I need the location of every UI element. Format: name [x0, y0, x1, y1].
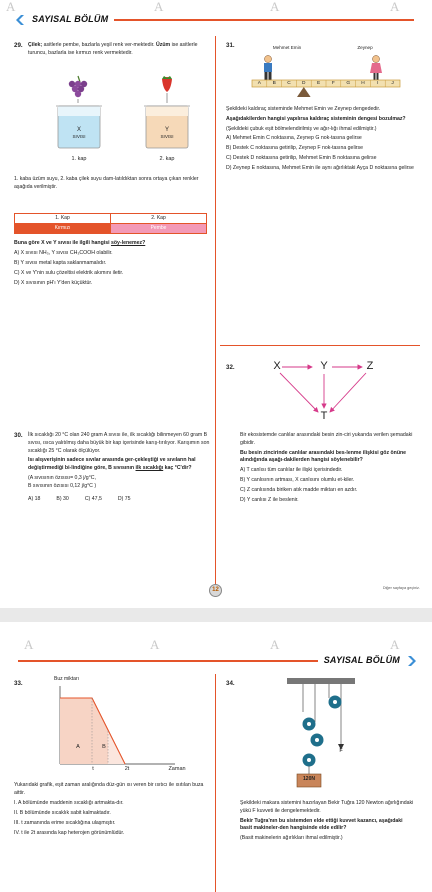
next-page-note: Diğer sayfaya geçiniz. — [382, 586, 420, 590]
ruler-letters — [252, 80, 404, 87]
question-29-options — [14, 240, 210, 290]
y-axis-label: Buz miktarı — [54, 676, 80, 682]
option-a[interactable]: A) 18 — [28, 495, 41, 502]
strawberry-icon — [162, 76, 172, 92]
question-desc: Şekildeki makara sistemini hazırlayan Bekir Tuğra 120 Newton ağırlığındaki yükü F kuvveti ile dengelemektedir. — [240, 800, 414, 814]
node-t: T — [320, 410, 328, 422]
beaker2-caption: 2. kap — [159, 156, 175, 162]
person2-label: Zeynep — [357, 45, 373, 50]
node-y: Y — [320, 360, 328, 372]
question-31-body — [226, 106, 414, 175]
header-chevron-icon — [16, 15, 30, 25]
ruler-letter: J — [391, 81, 394, 86]
question-number: 32. — [226, 364, 235, 371]
table-cell-pink: Pembe — [111, 224, 207, 234]
ruler-letter: A — [257, 81, 261, 86]
fulcrum-icon — [297, 87, 311, 97]
question-30-body — [28, 432, 210, 503]
ruler-letter: G — [346, 81, 351, 86]
question-stem: Bu besin zincirinde canlılar arasındaki bes-lenme ilişkisi göz önüne alındığında aşağı-dakilerden hangisi söylenebilir? — [240, 449, 407, 464]
option-c[interactable]: C) X ve Y'nin sulu çözeltisi elektrik akımını iletir. — [14, 269, 124, 276]
question-stem: Buna göre X ve Y sıvısı ile ilgili hangisi söy-lenemez? — [14, 240, 146, 246]
question-33-body — [14, 782, 210, 840]
option-b[interactable]: B) Destek C noktasına getirilip, Zeynep F nok-tasına gelirse — [226, 145, 363, 152]
section-header — [0, 655, 432, 667]
table-header: 2. Kap — [111, 214, 207, 224]
question-note: (Şekildeki çubuk eşit bölmelendirilmiş ve ağır-lığı ihmal edilmiştir.) — [226, 125, 377, 132]
force-label: F — [339, 748, 343, 754]
beaker2-label: SIVISI — [160, 134, 174, 139]
header-rule — [18, 660, 318, 661]
ruler-letter: C — [287, 81, 291, 86]
option-b[interactable]: B) Y sıvısı metal kapta saklanmamalıdır. — [14, 259, 107, 266]
watermark: A — [6, 0, 16, 14]
watermark: A — [154, 0, 164, 14]
option-a[interactable]: A) Mehmet Emin C noktasına, Zeynep G nok-tasına gelirse — [226, 135, 362, 142]
statement: IV. t ile 2t arasında kap heterojen görünümlüdür. — [14, 829, 125, 836]
ruler-letter: F — [331, 81, 335, 86]
weight-label: 120N — [303, 776, 315, 782]
tick-label: t — [92, 766, 94, 772]
options-row — [28, 496, 210, 504]
region-a-label: A — [76, 744, 80, 750]
page-number-badge: 12 — [209, 584, 222, 597]
section-header — [0, 14, 432, 26]
option-d[interactable]: D) Zeynep E noktasına, Mehmet Emin ile aynı ağırlıktaki Ayça D noktasına gelirse — [226, 165, 414, 172]
watermark: A — [390, 637, 400, 652]
section-title: SAYISAL BÖLÜM — [323, 655, 400, 666]
option-b[interactable]: B) Y canlısının artması, X canlısını olumlu et-kiler. — [240, 477, 355, 484]
person1-label: Mehmet Emin — [272, 45, 302, 50]
page-gap — [0, 608, 432, 622]
intro-term: Üzüm — [156, 42, 171, 48]
intro-text: asitlerle pembe, bazlarla yeşil renk ver-mektedir. — [42, 42, 157, 48]
node-z: Z — [366, 360, 374, 372]
statement: I. A bölümünde maddenin sıcaklığı artmakta-dır. — [14, 799, 124, 806]
beaker2-letter: Y — [164, 127, 169, 133]
statement: III. t zamanında erime sıcaklığına ulaşmıştır. — [14, 819, 116, 826]
lever-figure — [244, 52, 404, 98]
ruler-letter: H — [361, 81, 365, 86]
question-stem: Isı alışverişinin sadece sıvılar arasında ger-çekleştiği ve sıvıların hal değiştirmediği bi-lindiğine göre, B sıvısının ilk sıcaklığı kaç °C'dir? — [28, 457, 196, 472]
result-table — [14, 213, 207, 234]
tick-label: 2t — [124, 766, 130, 772]
ruler-letter: I — [377, 81, 379, 86]
question-29-intro — [28, 42, 210, 58]
question-number: 34. — [226, 680, 235, 687]
person1-icon — [264, 56, 272, 81]
intro-term: Çilek; — [28, 42, 43, 48]
question-desc: İlk sıcaklığı 20 °C olan 240 gram A sıvısı ile, ilk sıcaklığı bilinmeyen 60 gram B sıvısı, ısıca yalıtılmış daha büyük bir kap içerisinde karış-tırılıyor. Karışımın son sıcaklığı 25 °C olarak ölçülüyor. — [28, 432, 210, 454]
option-a[interactable]: A) X sıvısı NH₃, Y sıvısı CH₃COOH olabilir. — [14, 249, 113, 256]
option-c[interactable]: C) 47,5 — [84, 495, 102, 502]
header-chevron-icon — [402, 656, 416, 666]
x-axis-label: Zaman — [168, 766, 186, 772]
ruler-letter: D — [302, 81, 306, 86]
beaker1-letter: X — [76, 127, 81, 133]
watermark: A — [24, 637, 34, 652]
question-number: 31. — [226, 42, 235, 49]
beaker1-caption: 1. kap — [71, 156, 87, 162]
watermark: A — [270, 637, 280, 652]
question-note: (Basit makinelerin ağırlıkları ihmal edilmiştir.) — [240, 835, 343, 842]
question-stem: Aşağıdakilerden hangisi yapılırsa kaldıraç sisteminin dengesi bozulmaz? — [226, 115, 406, 122]
grape-icon — [69, 76, 87, 97]
section-divider — [220, 345, 420, 346]
option-b[interactable]: B) 30 — [56, 495, 69, 502]
table-cell-red: Kırmızı — [15, 224, 111, 234]
question-34-body — [240, 800, 416, 845]
question-desc: Yukarıdaki grafik, eşit zaman aralığında düz-gün ısı veren bir ısıtıcı ile ısıtılan buza aittir. — [14, 782, 204, 796]
table-header: 1. Kap — [15, 214, 111, 224]
given-line: B sıvısının özısısı 0,12 j/g°C ) — [28, 482, 97, 489]
region-b-label: B — [102, 744, 106, 750]
ice-graph — [50, 684, 180, 770]
statement: II. B bölümünde sıcaklık sabit kalmaktadır. — [14, 809, 111, 816]
watermark: A — [390, 0, 400, 14]
question-stem: Bekir Tuğra'nın bu sistemden elde ettiği kuvvet kazancı, aşağıdaki basit makineler-den hangisinde elde edilir? — [240, 817, 403, 832]
ruler-letter: B — [272, 81, 276, 86]
option-c[interactable]: C) Destek D noktasına getirilip, Mehmet Emin B noktasına gelirse — [226, 155, 377, 162]
option-d[interactable]: D) Y canlısı Z ile beslenir. — [240, 497, 299, 504]
option-c[interactable]: C) Z canlısında biriken atık madde miktarı en azdır. — [240, 487, 358, 494]
question-29-mid: 1. kaba üzüm suyu, 2. kaba çilek suyu dam-latıldıktan sonra ortaya çıkan renkler aşağıda verilmiştir. — [14, 176, 199, 190]
ruler-letter: E — [316, 81, 321, 86]
question-desc: Şekildeki kaldıraç sisteminde Mehmet Emin ve Zeynep dengededir. — [226, 106, 381, 112]
watermark: A — [150, 637, 160, 652]
option-d[interactable]: D) X sıvısının pH'ı Y'den küçüktür. — [14, 279, 93, 286]
given-line: (A sıvısının özısısı= 0,3 j/g°C, — [28, 474, 96, 481]
question-desc: Bir ekosistemde canlılar arasındaki besin zin-ciri yukarıda verilen şemadaki gibidir. — [240, 432, 413, 446]
question-number: 30. — [14, 432, 23, 439]
option-d[interactable]: D) 75 — [117, 495, 131, 502]
node-x: X — [273, 360, 281, 372]
option-a[interactable]: A) T canlısı tüm canlılar ile ilişki içerisindedir. — [240, 467, 343, 474]
page-2 — [0, 622, 432, 892]
question-number: 29. — [14, 42, 23, 49]
column-divider — [215, 36, 216, 596]
column-divider — [215, 674, 216, 892]
intro-text: ise asitlerle turuncu, bazlarla ise kırmızı renk vermektedir. — [28, 42, 198, 56]
header-rule — [114, 19, 414, 20]
beaker1-label: SIVISI — [72, 134, 86, 139]
question-number: 33. — [14, 680, 23, 687]
question-32-body — [240, 432, 416, 507]
section-title: SAYISAL BÖLÜM — [32, 14, 109, 25]
watermark: A — [270, 0, 280, 14]
person2-icon — [370, 56, 382, 81]
